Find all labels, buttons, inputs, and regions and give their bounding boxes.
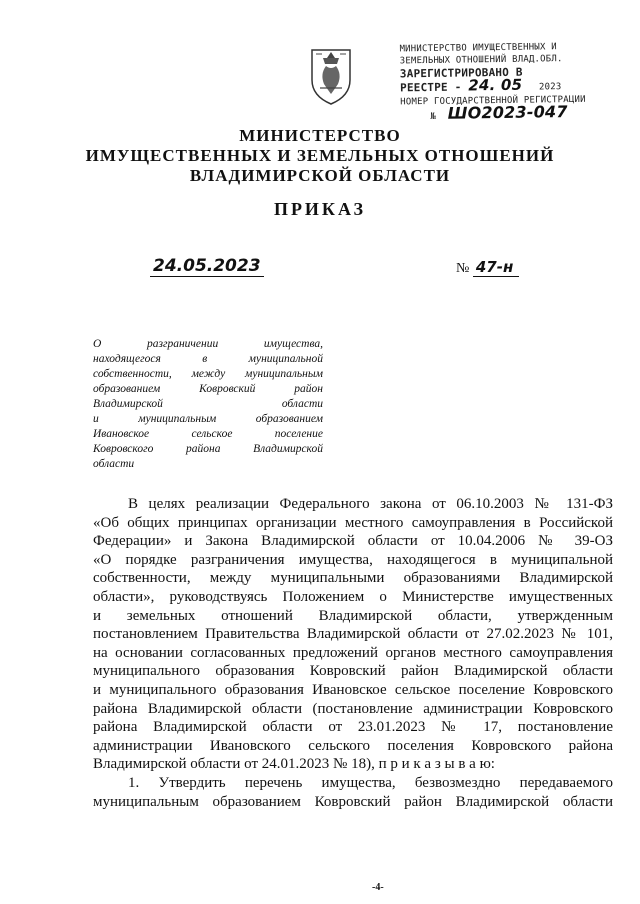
order-subject bbox=[93, 337, 323, 472]
item-1-line: 1. Утвердить перечень имущества, безвозмездно передаваемого bbox=[128, 774, 613, 791]
stamp-reg-number: ШО2023-047 bbox=[447, 102, 568, 123]
order-body bbox=[93, 495, 613, 811]
ministry-title-line-1: МИНИСТЕРСТВО bbox=[239, 126, 401, 145]
order-number bbox=[456, 258, 519, 277]
subject-line: и муниципальным образованием bbox=[93, 413, 323, 425]
subject-line: собственности, между муниципальным bbox=[93, 368, 323, 380]
body-line: района Владимирской области от 23.01.2023 № 17, постановление bbox=[93, 719, 613, 736]
body-line: области», руководствуясь Положением о Министерстве имущественных bbox=[93, 588, 613, 605]
ministry-title-line-3: ВЛАДИМИРСКОЙ ОБЛАСТИ bbox=[189, 166, 451, 185]
body-line: и муниципального образования Ивановское сельское поселение Ковровского bbox=[93, 681, 613, 698]
ministry-title bbox=[0, 126, 640, 186]
page-number: -4- bbox=[372, 882, 384, 893]
stamp-year: 2023 bbox=[538, 82, 562, 93]
body-line: Владимирской области от 24.01.2023 № 18), п р и к а з ы в а ю: bbox=[93, 756, 495, 773]
stamp-line-2: ЗЕМЕЛЬНЫХ ОТНОШЕНИЙ ВЛАД.ОБЛ. bbox=[399, 54, 563, 67]
subject-line: Ивановское сельское поселение bbox=[93, 428, 323, 440]
subject-line: находящегося в муниципальной bbox=[93, 353, 323, 365]
order-number-label: № bbox=[456, 261, 470, 276]
body-line: Федерации» и Закона Владимирской области от 10.04.2006 № 39-ОЗ bbox=[93, 533, 613, 550]
stamp-line-5: НОМЕР ГОСУДАРСТВЕННОЙ РЕГИСТРАЦИИ bbox=[400, 94, 586, 108]
order-date-value: 24.05.2023 bbox=[150, 256, 264, 277]
order-date bbox=[150, 256, 264, 277]
body-line: муниципального образования Ковровский район Владимирской области bbox=[93, 663, 613, 680]
subject-line: области bbox=[93, 458, 135, 470]
body-line: на основании согласованных предложений органов местного самоуправления bbox=[93, 644, 613, 661]
stamp-line-6 bbox=[400, 102, 600, 124]
registration-stamp bbox=[399, 41, 600, 124]
item-1-line: муниципальным образованием Ковровский район Владимирской области bbox=[93, 793, 613, 810]
subject-line: Ковровского района Владимирской bbox=[93, 443, 323, 455]
body-line: «О порядке разграничения имущества, находящегося в муниципальной bbox=[93, 551, 613, 568]
document-type-heading: ПРИКАЗ bbox=[273, 199, 367, 219]
stamp-line-3: ЗАРЕГИСТРИРОВАНО В bbox=[399, 65, 523, 81]
body-line: собственности, между муниципальными образованиями Владимирской bbox=[93, 570, 613, 587]
subject-line: О разграничении имущества, bbox=[93, 338, 323, 350]
body-line: постановлением Правительства Владимирской области от 27.02.2023 № 101, bbox=[93, 626, 613, 643]
coat-of-arms-emblem bbox=[306, 44, 356, 106]
body-line: администрации Ивановского сельского поселения Ковровского района bbox=[93, 737, 613, 754]
subject-line: образованием Ковровский район bbox=[93, 383, 323, 395]
ministry-title-line-2: ИМУЩЕСТВЕННЫХ И ЗЕМЕЛЬНЫХ ОТНОШЕНИЙ bbox=[85, 146, 555, 165]
stamp-number-sign: № bbox=[430, 111, 437, 122]
body-line: В целях реализации Федерального закона от 06.10.2003 № 131-ФЗ bbox=[128, 496, 613, 512]
stamp-registry-label: РЕЕСТРЕ - bbox=[399, 80, 462, 95]
order-number-value: 47-н bbox=[473, 258, 519, 277]
body-line: и земельных отношений Владимирской области, утвержденным bbox=[93, 607, 613, 624]
body-line: района Владимирской области (постановление администрации Ковровского bbox=[93, 700, 613, 717]
stamp-handwritten-date: 24. 05 bbox=[468, 75, 523, 95]
subject-line: Владимирской области bbox=[93, 398, 323, 410]
stamp-line-1: МИНИСТЕРСТВО ИМУЩЕСТВЕННЫХ И bbox=[399, 42, 557, 55]
body-line: «Об общих принципах организации местного самоуправления в Российской bbox=[93, 514, 613, 531]
